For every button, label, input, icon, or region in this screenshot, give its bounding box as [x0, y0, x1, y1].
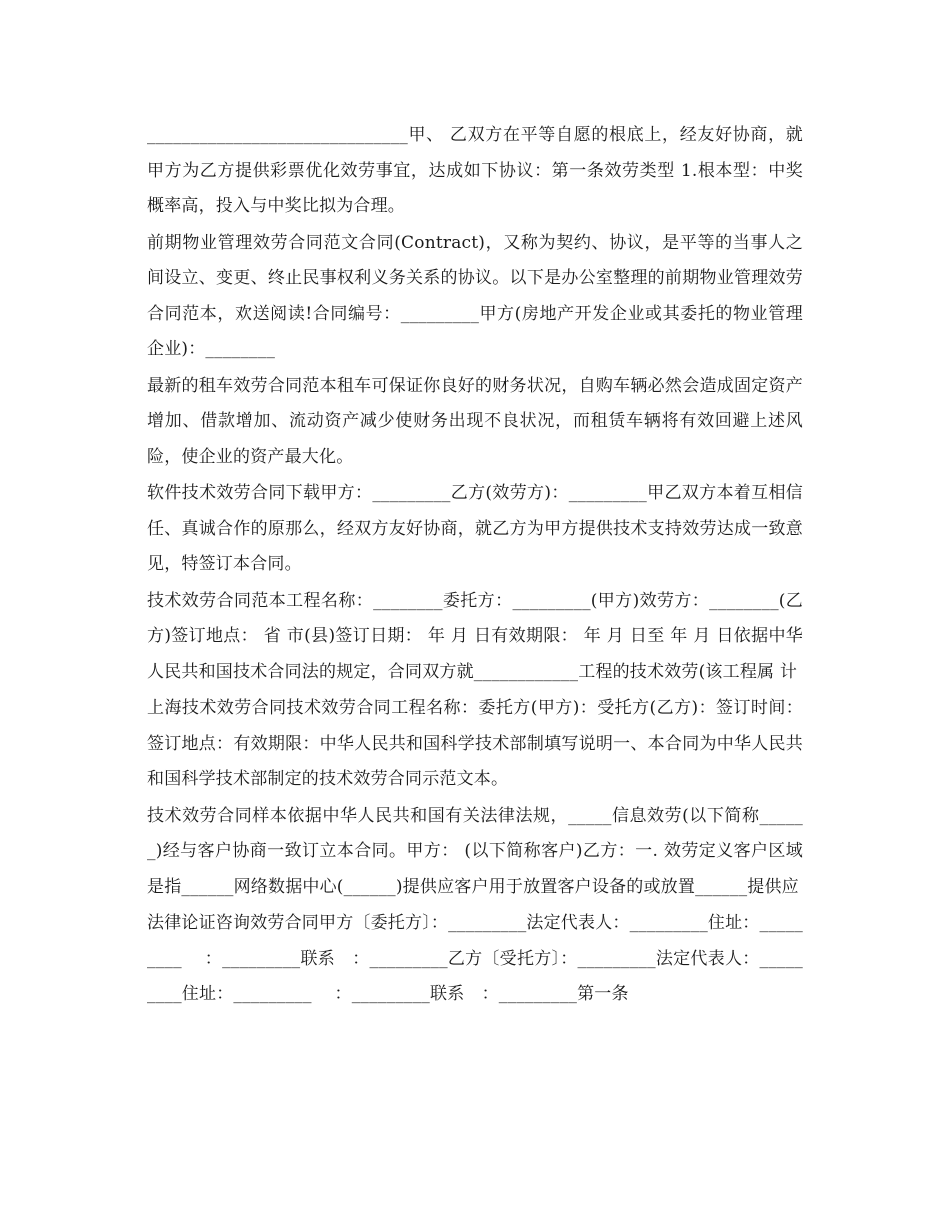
paragraph-property-management: 前期物业管理效劳合同范文合同(Contract)，又称为契约、协议，是平等的当事人之间设立、变更、终止民事权利义务关系的协议。以下是办公室整理的前期物业管理效劳合同范本，欢送阅读!合同编号：_________甲方(房地产开发企业或其委托的物业管理企业)：________ — [147, 232, 803, 359]
paragraph-software-service: 软件技术效劳合同下载甲方：_________乙方(效劳方)：_________甲乙双方本着互相信任、真诚合作的原那么，经双方友好协商，就乙方为甲方提供技术支持效劳达成一致意见，特签订本合同。 — [147, 483, 803, 574]
paragraph-lottery-service: ______________________________甲、 乙双方在平等自愿的根底上，经友好协商，就甲方为乙方提供彩票优化效劳事宜，达成如下协议：第一条效劳类型 1.根本型：中奖概率高，投入与中奖比拟为合理。 — [147, 125, 803, 216]
paragraph-legal-consulting: 法律论证咨询效劳合同甲方〔委托方〕：_________法定代表人：_________住址：_________ ：_________联系 ：_________乙方〔受托方〕：_________法定代表人：_________住址：_________ ：_________联系 ：_________第一条 — [147, 913, 803, 1004]
paragraph-shanghai-technical-service: 上海技术效劳合同技术效劳合同工程名称：委托方(甲方)：受托方(乙方)：签订时间：签订地点：有效期限：中华人民共和国科学技术部制填写说明一、本合同为中华人民共和国科学技术部制定的技术效劳合同示范文本。 — [147, 698, 803, 789]
paragraph-car-rental: 最新的租车效劳合同范本租车可保证你良好的财务状况，自购车辆必然会造成固定资产增加、借款增加、流动资产减少使财务出现不良状况，而租赁车辆将有效回避上述风险，使企业的资产最大化。 — [147, 375, 803, 467]
paragraph-technical-service-sample: 技术效劳合同样本依据中华人民共和国有关法律法规，_____信息效劳(以下简称______)经与客户协商一致订立本合同。甲方： (以下简称客户)乙方：一. 效劳定义客户区域是指______网络数据中心(______)提供应客户用于放置客户设备的或放置______提供应 — [147, 805, 803, 897]
document-body — [147, 118, 803, 1014]
paragraph-technical-service-template: 技术效劳合同范本工程名称：________委托方：_________(甲方)效劳方：________(乙方)签订地点： 省 市(县)签订日期： 年 月 日有效期限： 年 月 日至 年 月 日依据中华人民共和国技术合同法的规定，合同双方就____________工程的技术效劳(该工程属 计 — [147, 590, 803, 682]
